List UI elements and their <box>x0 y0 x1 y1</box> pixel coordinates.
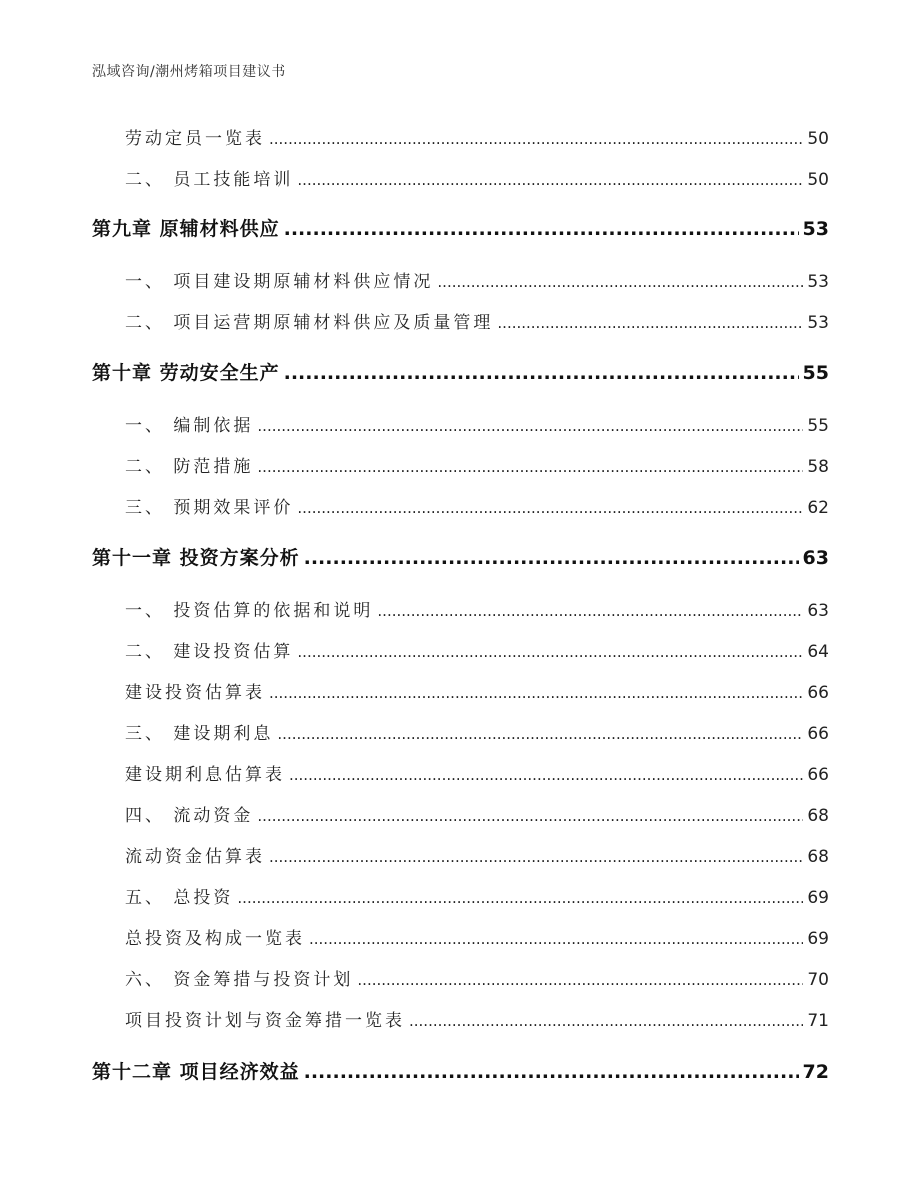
toc-entry-page: 53 <box>807 313 829 333</box>
toc-entry-page: 71 <box>807 1011 829 1031</box>
toc-entry-page: 69 <box>807 888 829 908</box>
toc-entry-label: 第十二章 项目经济效益 <box>92 1061 300 1083</box>
toc-entry-label: 二、 防范措施 <box>125 457 254 477</box>
toc-entry[interactable] <box>92 411 829 436</box>
toc-entry-page: 63 <box>802 547 829 569</box>
toc-entry-label: 五、 总投资 <box>125 888 234 908</box>
toc-entry-label: 建设投资估算表 <box>125 683 265 703</box>
toc-chapter-entry[interactable] <box>92 543 829 570</box>
toc-entry[interactable] <box>92 842 829 867</box>
toc-entry[interactable] <box>92 883 829 908</box>
toc-entry-page: 63 <box>807 601 829 621</box>
toc-entry[interactable] <box>92 308 829 333</box>
toc-entry-label: 一、 项目建设期原辅材料供应情况 <box>125 272 434 292</box>
toc-entry-label: 流动资金估算表 <box>125 847 265 867</box>
toc-entry-page: 50 <box>807 170 829 190</box>
toc-entry-label: 二、 建设投资估算 <box>125 642 294 662</box>
toc-leader-dots <box>297 170 803 190</box>
toc-leader-dots <box>284 362 799 384</box>
toc-leader-dots <box>297 498 803 518</box>
header-divider <box>90 90 830 91</box>
toc-chapter-entry[interactable] <box>92 358 829 385</box>
toc-entry-page: 53 <box>802 218 829 240</box>
toc-entry-label: 二、 项目运营期原辅材料供应及质量管理 <box>125 313 494 333</box>
toc-entry[interactable] <box>92 760 829 785</box>
toc-entry[interactable] <box>92 719 829 744</box>
toc-entry-label: 第九章 原辅材料供应 <box>92 218 280 240</box>
toc-entry[interactable] <box>92 965 829 990</box>
toc-entry-label: 总投资及构成一览表 <box>125 929 305 949</box>
toc-entry-page: 53 <box>807 272 829 292</box>
toc-entry-page: 68 <box>807 847 829 867</box>
toc-leader-dots <box>297 642 803 662</box>
toc-leader-dots <box>409 1011 803 1031</box>
toc-leader-dots <box>289 765 803 785</box>
toc-leader-dots <box>269 683 803 703</box>
toc-entry[interactable] <box>92 124 829 149</box>
toc-entry-page: 58 <box>807 457 829 477</box>
toc-leader-dots <box>257 457 803 477</box>
toc-entry-label: 二、 员工技能培训 <box>125 170 294 190</box>
toc-entry-page: 72 <box>802 1061 829 1083</box>
toc-leader-dots <box>257 416 803 436</box>
document-header: 泓域咨询/潮州烤箱项目建议书 <box>92 64 286 80</box>
toc-entry-label: 项目投资计划与资金筹措一览表 <box>125 1011 405 1031</box>
toc-leader-dots <box>304 1061 799 1083</box>
toc-entry[interactable] <box>92 1006 829 1031</box>
toc-entry[interactable] <box>92 267 829 292</box>
toc-leader-dots <box>309 929 803 949</box>
toc-leader-dots <box>497 313 803 333</box>
toc-entry[interactable] <box>92 637 829 662</box>
toc-entry-label: 三、 预期效果评价 <box>125 498 294 518</box>
toc-entry-label: 六、 资金筹措与投资计划 <box>125 970 354 990</box>
toc-entry-label: 一、 编制依据 <box>125 416 254 436</box>
toc-entry[interactable] <box>92 452 829 477</box>
toc-entry-page: 64 <box>807 642 829 662</box>
toc-entry-page: 66 <box>807 683 829 703</box>
toc-leader-dots <box>377 601 803 621</box>
toc-chapter-entry[interactable] <box>92 214 829 241</box>
toc-entry-page: 69 <box>807 929 829 949</box>
toc-leader-dots <box>277 724 803 744</box>
toc-entry-page: 50 <box>807 129 829 149</box>
toc-entry[interactable] <box>92 596 829 621</box>
toc-entry-label: 三、 建设期利息 <box>125 724 274 744</box>
toc-entry-label: 劳动定员一览表 <box>125 129 265 149</box>
toc-chapter-entry[interactable] <box>92 1057 829 1084</box>
toc-leader-dots <box>269 129 803 149</box>
toc-entry[interactable] <box>92 924 829 949</box>
toc-entry-page: 66 <box>807 765 829 785</box>
toc-entry-page: 55 <box>807 416 829 436</box>
toc-entry-label: 第十章 劳动安全生产 <box>92 362 280 384</box>
toc-entry-page: 62 <box>807 498 829 518</box>
toc-entry-page: 66 <box>807 724 829 744</box>
toc-leader-dots <box>269 847 803 867</box>
toc-entry[interactable] <box>92 678 829 703</box>
toc-leader-dots <box>284 218 799 240</box>
toc-leader-dots <box>257 806 803 826</box>
toc-entry-page: 68 <box>807 806 829 826</box>
toc-leader-dots <box>237 888 803 908</box>
toc-entry-label: 建设期利息估算表 <box>125 765 285 785</box>
toc-entry-label: 第十一章 投资方案分析 <box>92 547 300 569</box>
toc-leader-dots <box>357 970 803 990</box>
toc-entry[interactable] <box>92 801 829 826</box>
toc-entry-label: 一、 投资估算的依据和说明 <box>125 601 374 621</box>
toc-entry[interactable] <box>92 493 829 518</box>
toc-entry[interactable] <box>92 165 829 190</box>
toc-entry-page: 70 <box>807 970 829 990</box>
toc-leader-dots <box>437 272 803 292</box>
toc-entry-page: 55 <box>802 362 829 384</box>
toc-entry-label: 四、 流动资金 <box>125 806 254 826</box>
toc-leader-dots <box>304 547 799 569</box>
